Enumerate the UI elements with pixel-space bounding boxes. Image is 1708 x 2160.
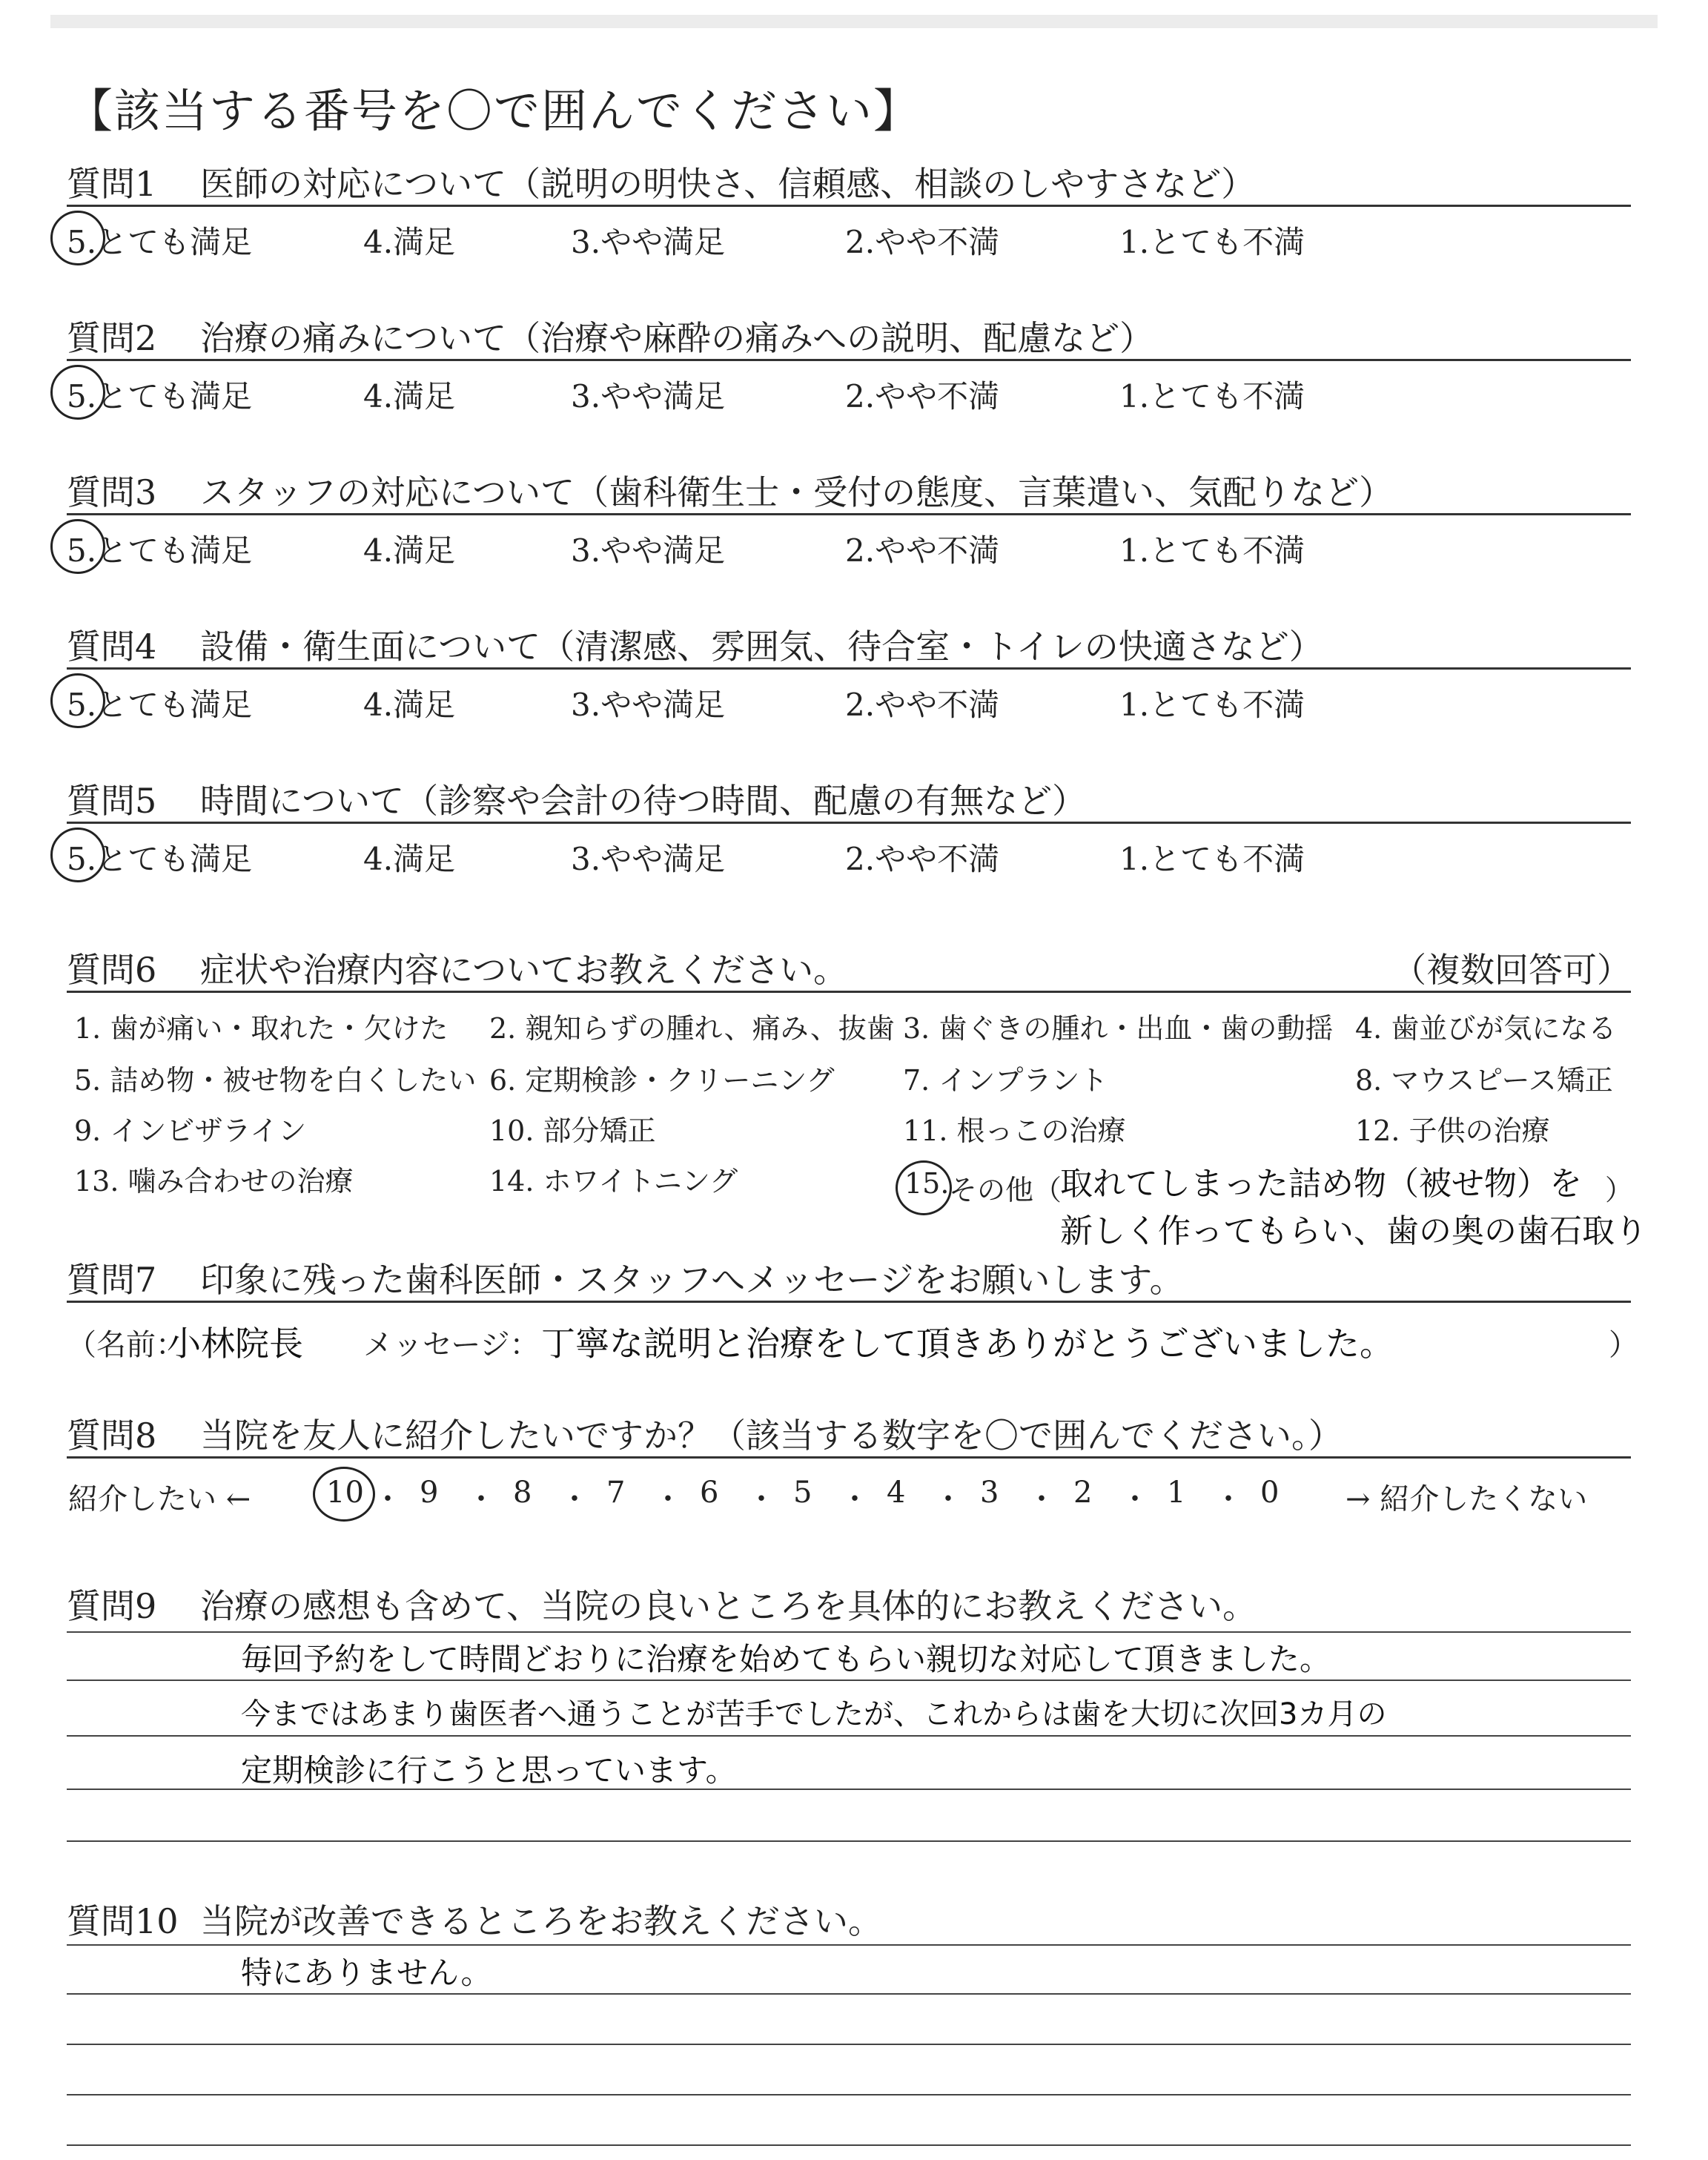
answer-rule [67, 2144, 1631, 2146]
message-value: 丁寧な説明と治療をして頂きありがとうございました。 [541, 1324, 1394, 1364]
selected-circle-10 [313, 1467, 375, 1522]
answer-rule [67, 1840, 1631, 1842]
answer-rule [67, 2044, 1631, 2045]
question-5 [67, 774, 1631, 893]
other-answer-line-1: 取れてしまった詰め物（被せ物）を [1060, 1165, 1582, 1203]
question-label: 質問4 [67, 627, 157, 667]
rating-option-2[interactable]: 2.やや不満 [845, 841, 1000, 877]
symptom-option-13[interactable]: 13. 噛み合わせの治療 [74, 1165, 354, 1198]
answer-rule [67, 1789, 1631, 1790]
question-rule [67, 513, 1631, 515]
rating-option-4[interactable]: 4.満足 [363, 687, 456, 723]
selected-circle [50, 365, 105, 420]
rating-option-4[interactable]: 4.満足 [363, 224, 456, 260]
question-text: 時間について（診察や会計の待つ時間、配慮の有無など） [200, 781, 1087, 821]
rating-option-5[interactable]: 5.とても満足 [67, 532, 253, 569]
scan-top-border [50, 15, 1658, 28]
option-15-label: その他（ [949, 1174, 1062, 1206]
rating-option-1[interactable]: 1.とても不満 [1119, 532, 1305, 569]
rating-option-5[interactable]: 5.とても満足 [67, 687, 253, 723]
question-1 [67, 157, 1631, 276]
question-label: 質問3 [67, 472, 157, 512]
question-text: 医師の対応について（説明の明快さ、信頼感、相談のしやすさなど） [200, 164, 1256, 204]
recommend-score-3[interactable]: 3 [980, 1476, 999, 1510]
recommend-score-6[interactable]: 6 [700, 1476, 719, 1510]
scale-separator: ・ [560, 1482, 589, 1516]
question-rule [67, 822, 1631, 824]
recommend-right-label: → 紹介したくない [1345, 1482, 1588, 1516]
symptom-option-10[interactable]: 10. 部分矯正 [489, 1114, 656, 1147]
answer-rule [67, 1680, 1631, 1681]
question-4 [67, 620, 1631, 739]
scale-separator: ・ [653, 1482, 683, 1516]
recommend-score-8[interactable]: 8 [513, 1476, 532, 1510]
symptom-option-3[interactable]: 3. 歯ぐきの腫れ・出血・歯の動揺 [903, 1012, 1334, 1045]
scale-separator: ・ [1214, 1482, 1243, 1516]
rating-option-1[interactable]: 1.とても不満 [1119, 687, 1305, 723]
rating-options [67, 526, 1631, 571]
question-3 [67, 466, 1631, 584]
question-text: スタッフの対応について（歯科衛生士・受付の態度、言葉遣い、気配りなど） [200, 472, 1394, 512]
rating-option-3[interactable]: 3.やや満足 [571, 532, 726, 569]
question-text: 当院を友人に紹介したいですか？（該当する数字を〇で囲んでください。） [200, 1416, 1343, 1456]
question-rule [67, 667, 1631, 670]
name-value: 小林院長 [167, 1324, 303, 1364]
question-text: 印象に残った歯科医師・スタッフへメッセージをお願いします。 [200, 1260, 1184, 1300]
question-rule [67, 1456, 1631, 1459]
scale-separator: ・ [466, 1482, 496, 1516]
question-rule [67, 205, 1631, 207]
symptom-option-1[interactable]: 1. 歯が痛い・取れた・欠けた [74, 1012, 448, 1045]
rating-option-1[interactable]: 1.とても不満 [1119, 378, 1305, 415]
question-text: 治療の痛みについて（治療や麻酔の痛みへの説明、配慮など） [200, 318, 1154, 358]
recommend-score-7[interactable]: 7 [606, 1476, 626, 1510]
recommend-score-0[interactable]: 0 [1260, 1476, 1280, 1510]
multiple-answers-note: （複数回答可） [1392, 950, 1631, 990]
symptom-option-5[interactable]: 5. 詰め物・被せ物を白くしたい [74, 1064, 477, 1097]
selected-circle [50, 673, 105, 728]
question-text: 当院が改善できるところをお教えください。 [200, 1901, 882, 1941]
answer-rule [67, 1993, 1631, 1995]
other-answer-line-2: 新しく作ってもらい、歯の奥の歯石取り [1060, 1212, 1647, 1250]
recommend-score-1[interactable]: 1 [1167, 1476, 1186, 1510]
option-15-number[interactable]: 15. [904, 1167, 950, 1200]
symptom-option-8[interactable]: 8. マウスピース矯正 [1355, 1064, 1613, 1097]
rating-option-4[interactable]: 4.満足 [363, 841, 456, 877]
question-rule [67, 991, 1631, 993]
question-label: 質問10 [67, 1901, 179, 1941]
answer-rule [67, 1631, 1631, 1633]
question-rule [67, 359, 1631, 361]
scale-separator: ・ [373, 1482, 403, 1516]
question-label: 質問5 [67, 781, 157, 821]
q9-answer-line-1: 毎回予約をして時間どおりに治療を始めてもらい親切な対応して頂きました。 [241, 1641, 1331, 1677]
rating-option-2[interactable]: 2.やや不満 [845, 532, 1000, 569]
scale-separator: ・ [1120, 1482, 1150, 1516]
question-label: 質問1 [67, 164, 157, 204]
answer-rule [67, 1944, 1631, 1946]
symptom-option-11[interactable]: 11. 根っこの治療 [903, 1114, 1126, 1147]
symptom-option-14[interactable]: 14. ホワイトニング [489, 1165, 738, 1198]
question-label: 質問6 [67, 950, 157, 990]
scale-separator: ・ [840, 1482, 870, 1516]
form-heading: 【該当する番号を〇で囲んでください】 [67, 84, 921, 138]
rating-options [67, 835, 1631, 879]
recommend-score-9[interactable]: 9 [420, 1476, 439, 1510]
answer-rule [67, 1735, 1631, 1737]
symptom-option-12[interactable]: 12. 子供の治療 [1355, 1114, 1550, 1147]
rating-option-1[interactable]: 1.とても不満 [1119, 224, 1305, 260]
symptom-option-7[interactable]: 7. インプラント [903, 1064, 1108, 1097]
question-rule [67, 1301, 1631, 1303]
selected-circle [50, 519, 105, 574]
symptom-option-9[interactable]: 9. インビザライン [74, 1114, 307, 1147]
scale-separator: ・ [933, 1482, 963, 1516]
rating-options [67, 681, 1631, 725]
rating-option-4[interactable]: 4.満足 [363, 532, 456, 569]
rating-option-5[interactable]: 5.とても満足 [67, 378, 253, 415]
rating-option-3[interactable]: 3.やや満足 [571, 841, 726, 877]
scale-separator: ・ [747, 1482, 776, 1516]
answer-rule [67, 2094, 1631, 2095]
message-close: ） [1609, 1328, 1638, 1362]
selected-circle [50, 828, 105, 882]
question-label: 質問2 [67, 318, 157, 358]
rating-option-5[interactable]: 5.とても満足 [67, 841, 253, 877]
recommend-left-label: 紹介したい ← [68, 1482, 251, 1516]
symptom-option-6[interactable]: 6. 定期検診・クリーニング [489, 1064, 835, 1097]
recommend-score-2[interactable]: 2 [1073, 1476, 1093, 1510]
rating-option-3[interactable]: 3.やや満足 [571, 224, 726, 260]
rating-option-2[interactable]: 2.やや不満 [845, 378, 1000, 415]
message-label: メッセージ： [363, 1328, 540, 1362]
symptom-option-4[interactable]: 4. 歯並びが気になる [1355, 1012, 1617, 1045]
q9-answer-line-2: 今まではあまり歯医者へ通うことが苦手でしたが、これからは歯を大切に次回3カ月の [241, 1697, 1387, 1731]
rating-option-3[interactable]: 3.やや満足 [571, 687, 726, 723]
question-text: 治療の感想も含めて、当院の良いところを具体的にお教えください。 [200, 1586, 1257, 1626]
recommend-score-4[interactable]: 4 [887, 1476, 906, 1510]
question-text: 設備・衛生面について（清潔感、雰囲気、待合室・トイレの快適さなど） [200, 627, 1323, 667]
recommend-score-5[interactable]: 5 [793, 1476, 812, 1510]
q10-answer: 特にありません。 [241, 1955, 492, 1991]
recommend-score-10[interactable]: 10 [326, 1476, 364, 1510]
question-label: 質問8 [67, 1416, 157, 1456]
question-text: 症状や治療内容についてお教えください。 [200, 950, 848, 990]
rating-option-2[interactable]: 2.やや不満 [845, 687, 1000, 723]
option-15-close: ） [1605, 1174, 1634, 1206]
rating-option-5[interactable]: 5.とても満足 [67, 224, 253, 260]
rating-option-1[interactable]: 1.とても不満 [1119, 841, 1305, 877]
rating-option-4[interactable]: 4.満足 [363, 378, 456, 415]
rating-option-3[interactable]: 3.やや満足 [571, 378, 726, 415]
question-label: 質問9 [67, 1586, 157, 1626]
question-label: 質問7 [67, 1260, 157, 1300]
rating-options [67, 372, 1631, 417]
scale-separator: ・ [1027, 1482, 1056, 1516]
rating-option-2[interactable]: 2.やや不満 [845, 224, 1000, 260]
q9-answer-line-3: 定期検診に行こうと思っています。 [241, 1752, 737, 1789]
question-2 [67, 311, 1631, 430]
symptom-option-2[interactable]: 2. 親知らずの腫れ、痛み、抜歯 [489, 1012, 895, 1045]
name-label: （名前： [67, 1328, 185, 1362]
rating-options [67, 218, 1631, 262]
selected-circle [50, 211, 105, 265]
